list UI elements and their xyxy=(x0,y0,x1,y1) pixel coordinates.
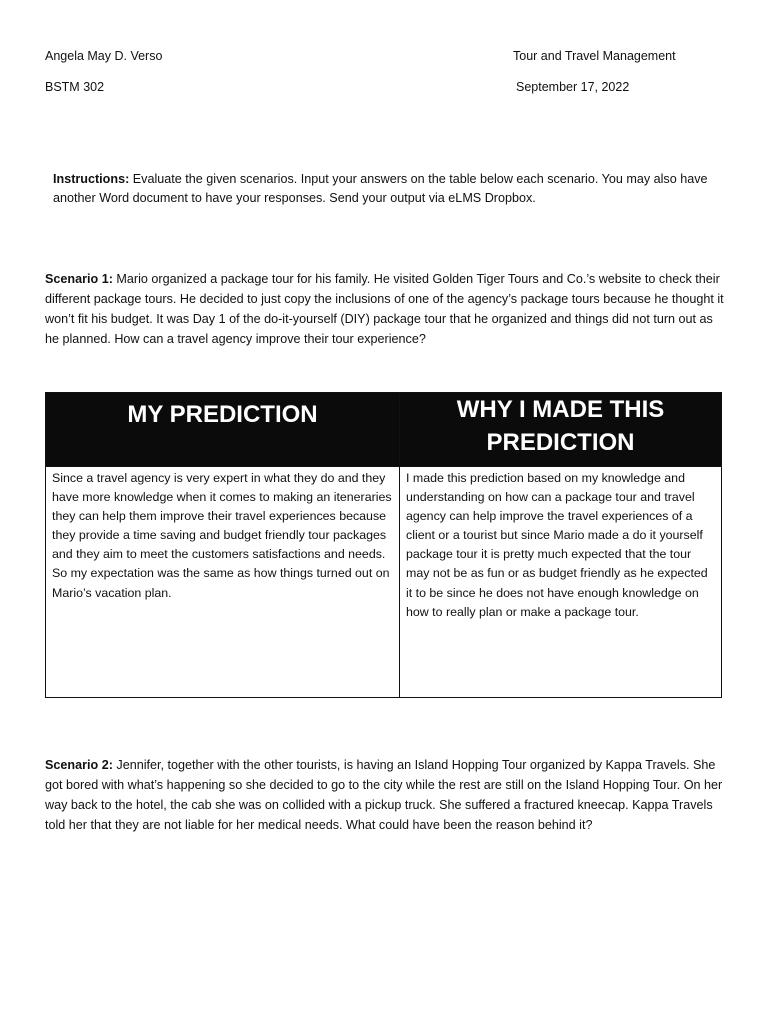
scenario-1-text: Mario organized a package tour for his family. He visited Golden Tiger Tours and Co.’s website to check their different package tours. He decided to just copy the inclusions of one of the agency’s package tours because he thought it won’t fit his budget. It was Day 1 of the do-it-yourself (DIY) package tour that he organized and things did not turn out as he planned. How can a travel agency improve their tour experience? xyxy=(45,272,724,346)
scenario-2-paragraph xyxy=(45,755,730,835)
why-prediction-header: WHY I MADE THIS PREDICTION xyxy=(400,393,722,467)
submission-date: September 17, 2022 xyxy=(516,80,630,94)
scenario-2-label: Scenario 2: xyxy=(45,758,113,772)
scenario-1-paragraph xyxy=(45,269,730,349)
scenario-1-label: Scenario 1: xyxy=(45,272,113,286)
table-row xyxy=(46,467,722,698)
instructions-text: Evaluate the given scenarios. Input your answers on the table below each scenario. You may also have another Word document to have your responses. Send your output via eLMS Dropbox. xyxy=(53,172,708,205)
instructions-label: Instructions: xyxy=(53,172,130,186)
prediction-table xyxy=(45,392,722,698)
my-prediction-header: MY PREDICTION xyxy=(46,393,400,467)
section-code: BSTM 302 xyxy=(45,80,105,94)
table-header-row xyxy=(46,393,722,467)
scenario-2-text: Jennifer, together with the other tourists, is having an Island Hopping Tour organized by Kappa Travels. She got bored with what’s happening so she decided to go to the city while the rest are still on the Island Hopping Tour. On her way back to the hotel, the cab she was on collided with a pickup truck. She suffered a fractured kneecap. Kappa Travels told her that they are not liable for her medical needs. What could have been the reason behind it? xyxy=(45,758,723,832)
prediction-cell: Since a travel agency is very expert in what they do and they have more knowledge when it comes to making an iteneraries they can help them improve their travel experiences because they provide a time saving and budget friendly tour packages and they aim to meet the customers satisfactions and needs. So my expectation was the same as how things turned out on Mario’s vacation plan. xyxy=(46,467,400,698)
reason-cell: I made this prediction based on my knowledge and understanding on how can a package tour and travel agency can help improve the travel experiences of a client or a tourist but since Mario made a do it yourself package tour it is pretty much expected that the tour may not be as fun or as budget friendly as he expected it to be since he does not have enough knowledge on how to really plan or make a package tour. xyxy=(400,467,722,698)
course-title: Tour and Travel Management xyxy=(513,49,676,63)
instructions-paragraph xyxy=(53,170,728,208)
student-name: Angela May D. Verso xyxy=(45,49,163,63)
